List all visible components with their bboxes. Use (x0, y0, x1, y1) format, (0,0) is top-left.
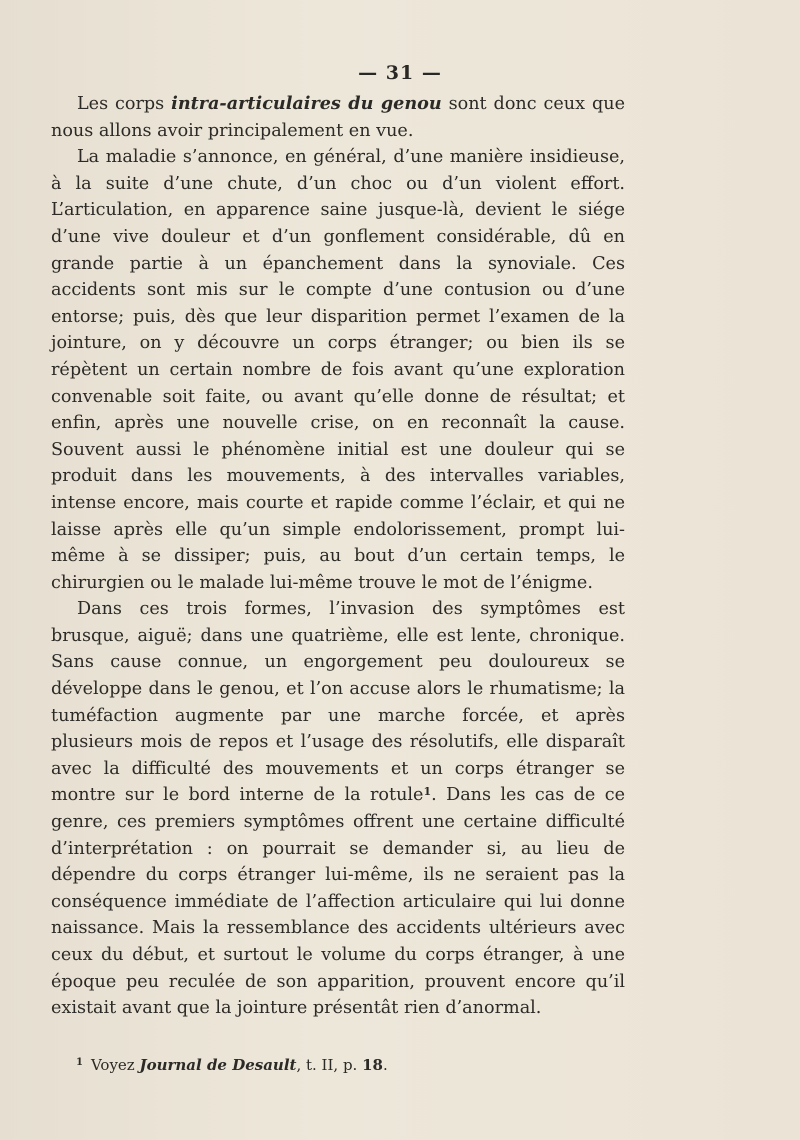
paragraph-text: Dans ces trois formes, l’invasion des symptômes est brusque, aiguë; dans une quatrième, elle est lente, chronique. Sans cause connue, un engorgement peu douloureux se développe dans le genou, et l’on accuse alors le rhumatisme; la tuméfaction augmente par une marche forcée, et après plusieurs mois de repos et l’usage des résolutifs, elle disparaît avec la difficulté des mouvements et un corps étranger se montre sur le bord interne de la rotule (51, 599, 625, 806)
body-text (51, 91, 625, 1022)
footnote-prefix: Voyez (90, 1056, 140, 1074)
paragraph-1 (51, 91, 625, 144)
paragraph-2 (51, 144, 625, 596)
paragraph-text: La maladie s’annonce, en général, d’une manière insidieuse, à la suite d’une chute, d’un choc ou d’un violent effort. L’articulation, en apparence saine jusque-là, devient le siége d’une vive douleur et d’un gonflement considérable, dû en grande partie à un épanchement dans la synoviale. Ces accidents sont mis sur le compte d’une contusion ou d’une entorse; puis, dès que leur disparition permet l’examen de la jointure, on y découvre un corps étranger; ou bien ils se répètent un certain nombre de fois avant qu’une exploration convenable soit faite, ou avant qu’elle donne de résultat; et enfin, après une nouvelle crise, on en reconnaît la cause. Souvent aussi le phénomène initial est une douleur qui se produit dans les mouvements, à des intervalles variables, intense encore, mais courte et rapide comme l’éclair, et qui ne laisse après elle qu’un simple endolorissement, prompt lui-même à se dissiper; puis, au bout d’un certain temps, le chirurgien ou le malade lui-même trouve le mot de l’énigme. (51, 147, 625, 593)
footnote-title: Journal de Desault (139, 1056, 297, 1074)
page-number: — 31 — (358, 62, 442, 84)
footnote-end: . (382, 1056, 388, 1074)
paragraph-text: sont donc ceux que nous allons avoir principalement en vue. (51, 94, 625, 141)
paragraph-text: . Dans les cas de ce genre, ces premiers symptômes offrent une certaine difficulté d’interprétation : on pourrait se demander si, au lieu de dépendre du corps étranger lui-même, ils ne seraient pas la conséquence immédiate de l’affection articulaire qui lui donne naissance. Mais la ressemblance des accidents ultérieurs avec ceux du début, et surtout le volume du corps étranger, à une époque peu reculée de son apparition, prouvent encore qu’il existait avant que la jointure présentât rien d’anormal. (51, 785, 626, 1019)
paragraph-text: Les corps (77, 94, 172, 114)
italic-phrase: intra-articulaires du genou (171, 93, 442, 114)
footnote-mark: 1 (76, 1057, 83, 1068)
footnote (76, 1056, 388, 1074)
footnote-page: 18 (362, 1056, 383, 1074)
paragraph-3 (51, 596, 625, 1022)
footnote-rest: , t. II, p. (296, 1056, 363, 1074)
footnote-reference: 1 (423, 785, 432, 799)
